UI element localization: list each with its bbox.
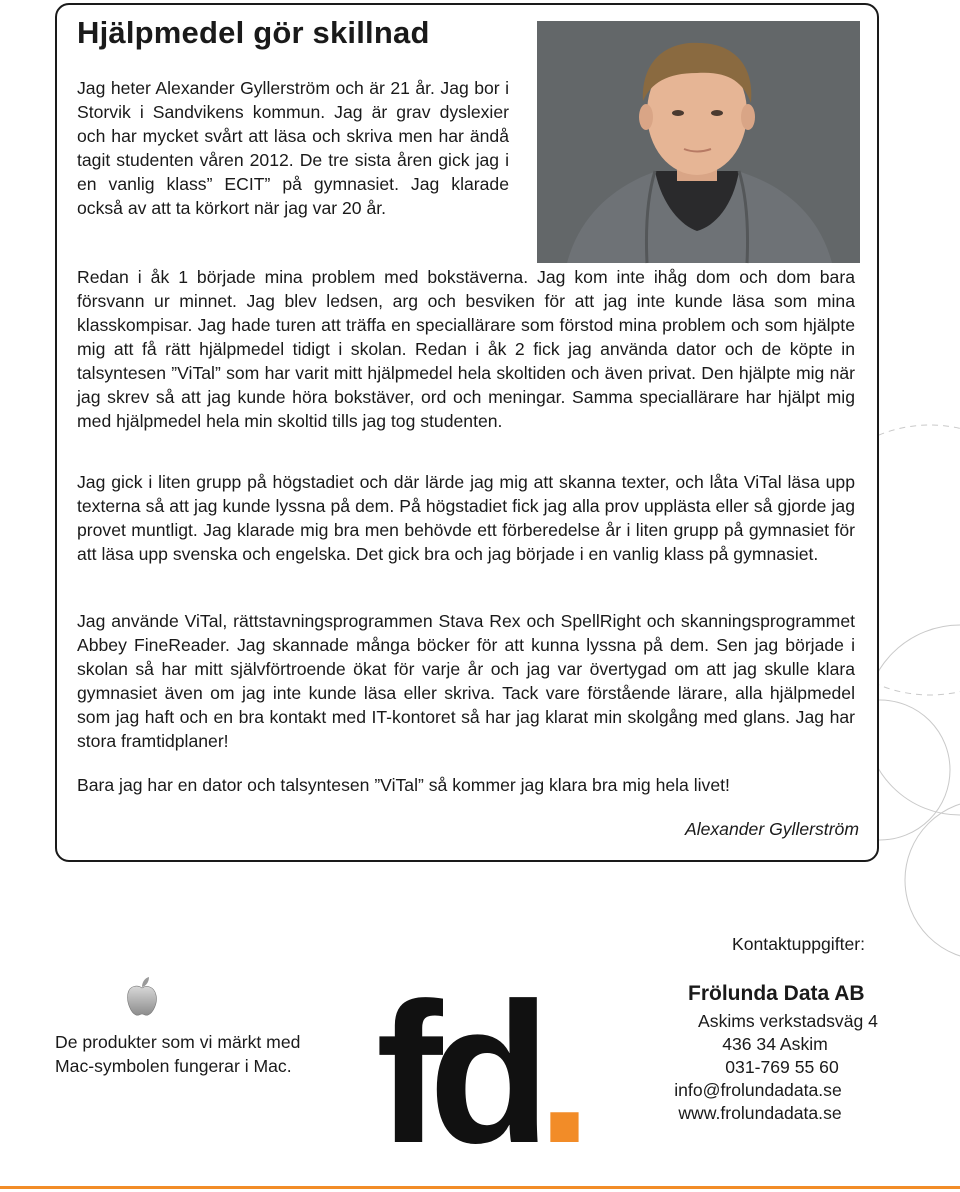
- paragraph-intro: Jag heter Alexander Gyllerström och är 21 år. Jag bor i Storvik i Sandvikens kommun. Jag är grav dyslexier och har mycket svårt att läsa och skriva men har ändå tagit studenten våren 2012. De tre sista åren gick jag i en vanlig klass” ECIT” på gymnasiet. Jag klarade också av att ta körkort när jag var 20 år.: [77, 78, 509, 218]
- paragraph-early-school: Redan i åk 1 började mina problem med bokstäverna. Jag kom inte ihåg dom och dom bara försvann ur minnet. Jag blev ledsen, arg och besviken för att jag inte kunde läsa som mina klasskompisar. Jag hade turen att träffa en speciallärare som förstod mina problem och som hjälpte mig att få rätt hjälpmedel tidigt i skolan. Redan i åk 2 fick jag använda dator och de köpte in talsyntesen ”ViTal” som har varit mitt hjälpmedel hela skoltiden och även privat. Den hjälpte mig när jag skrev så att jag kunde höra bokstäver, ord och meningar. Samma speciallärare har hjälpt mig med hjälpmedel hela min skoltid tills jag tog studenten.: [77, 267, 855, 431]
- apple-icon: [124, 976, 160, 1023]
- article-title: Hjälpmedel gör skillnad: [77, 15, 430, 50]
- frolunda-data-logo: [376, 962, 579, 1185]
- paragraph-software: Jag använde ViTal, rättstavningsprogrammen Stava Rex och SpellRight och skanningsprogrammet Abbey FineReader. Jag skannade många böcker för att kunna lyssna på dem. Sen jag började i skolan så har mitt självförtroende ökat för varje år och jag var övertygad om att jag skulle klara gymnasiet även om jag inte kunde läsa eller skriva. Tack vare förstående lärare, alla hjälpmedel som jag haft och en bra kontakt med IT-kontoret så har jag klarat min skolgång med glans. Jag har stora framtidplaner!: [77, 611, 855, 751]
- bottom-accent-line: [0, 1186, 960, 1189]
- contact-postal: 436 34 Askim: [722, 1034, 828, 1054]
- contact-address: Askims verkstadsväg 4: [698, 1011, 878, 1031]
- contact-website[interactable]: www.frolundadata.se: [678, 1103, 842, 1123]
- signature: Alexander Gyllerström: [684, 819, 859, 839]
- contact-email[interactable]: info@frolundadata.se: [674, 1080, 842, 1100]
- contact-heading: Kontaktuppgifter:: [732, 934, 866, 954]
- paragraph-high-school: Jag gick i liten grupp på högstadiet och där lärde jag mig att skanna texter, och låta ViTal läsa upp texterna så att jag kunde lyssna på dem. På högstadiet fick jag alla prov upplästa eller så gjorde jag provet muntligt. Jag klarade mig bra men behövde ett förberedelse år i liten grupp på gymnasiet för att läsa upp svenska och engelska. Det gick bra och jag började i en vanlig klass på gymnasiet.: [77, 472, 855, 564]
- contact-phone: 031-769 55 60: [725, 1057, 839, 1077]
- portrait-photo: [537, 21, 860, 263]
- mac-compatibility-note: De produkter som vi märkt med Mac-symbolen fungerar i Mac.: [55, 1032, 301, 1076]
- paragraph-closing: Bara jag har en dator och talsyntesen ”ViTal” så kommer jag klara bra mig hela livet!: [77, 775, 730, 795]
- logo-text: fd.: [376, 962, 579, 1185]
- article-card: [55, 3, 879, 862]
- company-name: Frölunda Data AB: [688, 982, 865, 1005]
